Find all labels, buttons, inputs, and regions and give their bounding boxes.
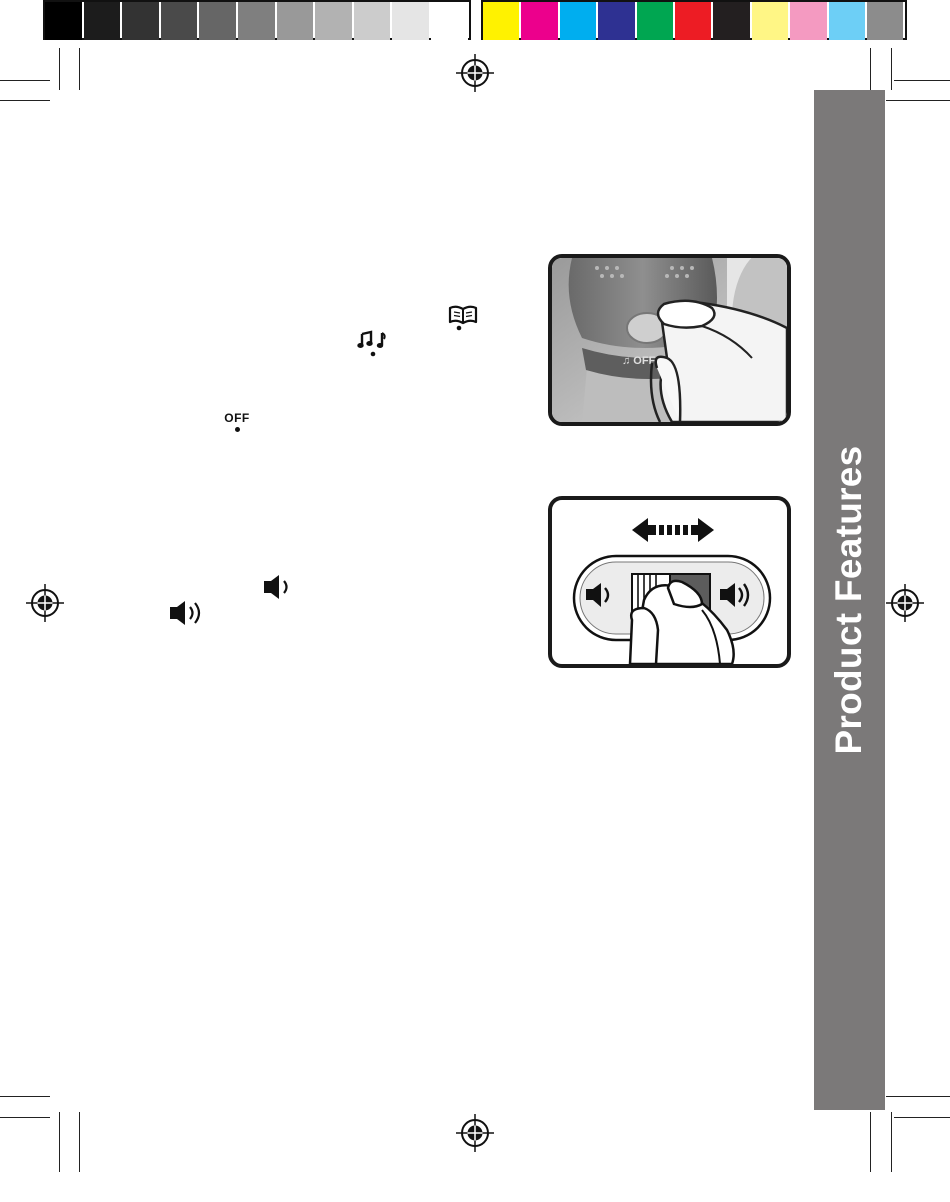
- registration-mark-icon: [26, 584, 64, 622]
- color-swatch: [277, 2, 314, 40]
- crop-mark: [0, 1096, 50, 1097]
- color-swatch: [161, 2, 198, 40]
- crop-mark: [0, 80, 50, 81]
- color-swatch: [829, 2, 865, 40]
- crop-mark: [79, 48, 80, 90]
- color-swatch: [637, 2, 673, 40]
- registration-mark-icon: [456, 54, 494, 92]
- crop-mark: [891, 48, 892, 90]
- color-swatch: [483, 2, 519, 40]
- color-swatch: [354, 2, 391, 40]
- color-swatch: [238, 2, 275, 40]
- crop-mark: [886, 100, 950, 101]
- svg-text:♫ OFF: ♫ OFF: [622, 355, 656, 367]
- crop-mark: [870, 48, 871, 90]
- volume-switch-art: [552, 500, 787, 664]
- color-swatch: [713, 2, 749, 40]
- crop-mark: [894, 1117, 950, 1118]
- color-swatch: [752, 2, 788, 40]
- color-swatch: [790, 2, 826, 40]
- color-swatch: [598, 2, 634, 40]
- crop-mark: [870, 1112, 871, 1172]
- volume-switch-illustration: [548, 496, 791, 668]
- color-swatch: [431, 2, 468, 40]
- color-swatch: [122, 2, 159, 40]
- color-swatch: [392, 2, 429, 40]
- crop-mark: [0, 100, 50, 101]
- color-swatch: [521, 2, 557, 40]
- color-swatch: [867, 2, 903, 40]
- color-swatch: [560, 2, 596, 40]
- color-swatch: [45, 2, 82, 40]
- crop-mark: [886, 1096, 950, 1097]
- mode-switch-photo-art: [552, 258, 787, 422]
- registration-mark-icon: [886, 584, 924, 622]
- color-swatch: [199, 2, 236, 40]
- color-swatch: [315, 2, 352, 40]
- music-notes-icon: [356, 330, 388, 358]
- registration-mark-icon: [456, 1114, 494, 1152]
- color-swatch: [675, 2, 711, 40]
- crop-mark: [894, 80, 950, 81]
- off-mode-dot: [235, 427, 240, 432]
- section-tab-label: Product Features: [828, 445, 869, 755]
- crop-mark: [59, 1112, 60, 1172]
- speaker-low-icon: [262, 572, 298, 602]
- crop-mark: [59, 48, 60, 90]
- crop-mark: [0, 1117, 50, 1118]
- crop-mark: [891, 1112, 892, 1172]
- color-swatch: [84, 2, 121, 40]
- book-icon: [446, 303, 480, 331]
- speaker-high-icon: [168, 598, 208, 628]
- crop-mark: [79, 1112, 80, 1172]
- off-mode-icon: OFF: [222, 412, 252, 436]
- mode-switch-photo: [548, 254, 791, 426]
